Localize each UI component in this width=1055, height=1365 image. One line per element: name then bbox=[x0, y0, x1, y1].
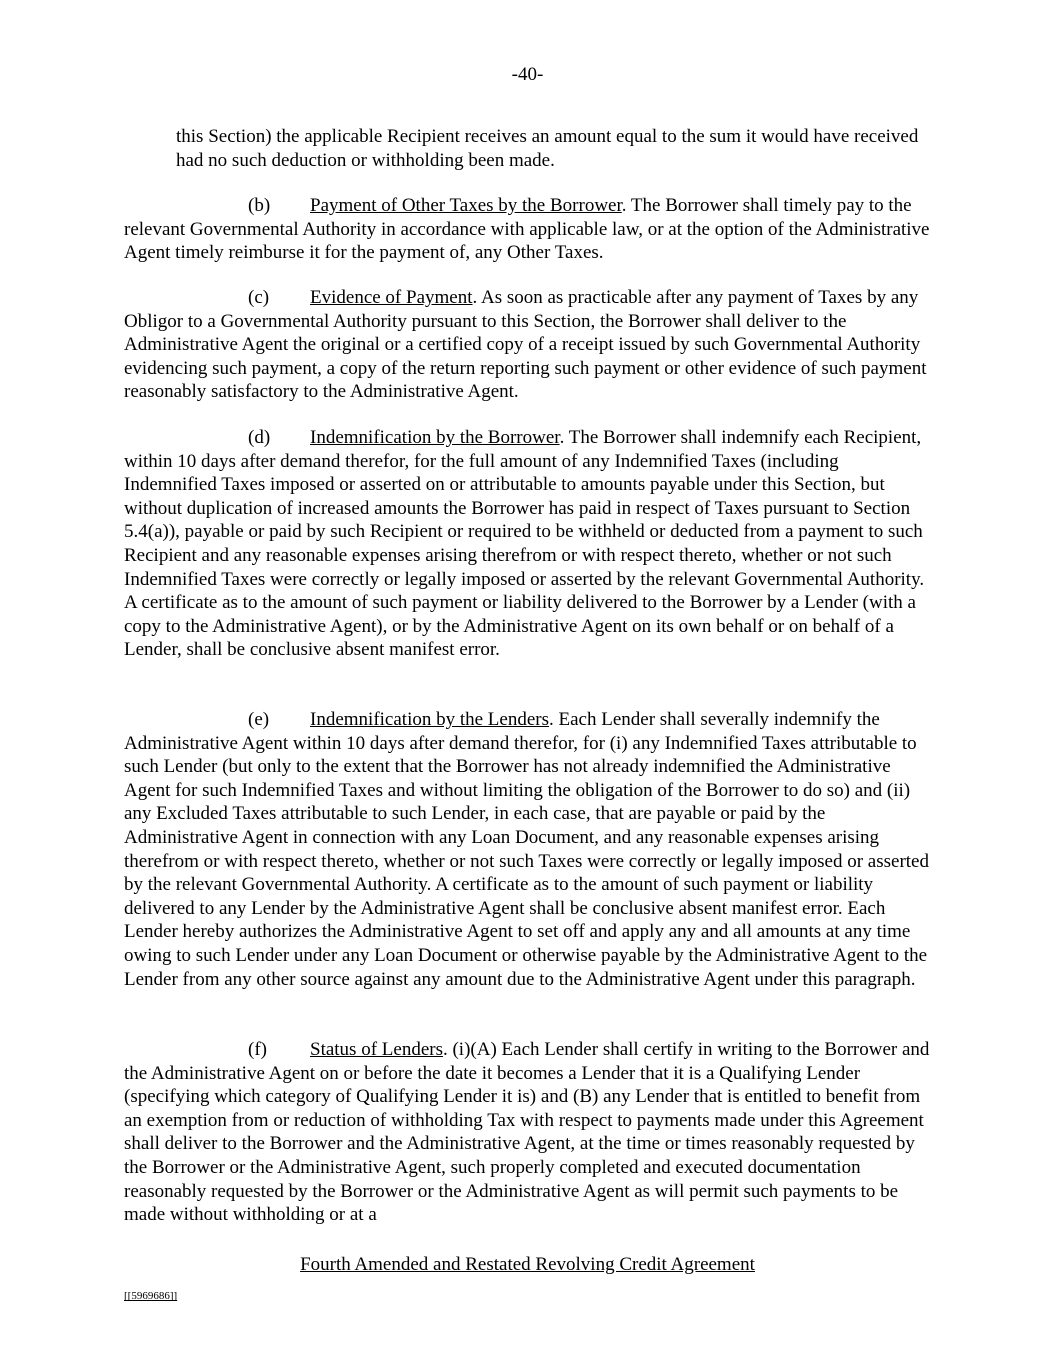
page-number: -40- bbox=[511, 64, 544, 85]
paragraph-heading: Evidence of Payment bbox=[310, 287, 473, 308]
paragraph-number: (b) bbox=[248, 195, 271, 216]
paragraph-e bbox=[124, 708, 936, 991]
paragraph-body: . The Borrower shall timely pay to the relevant Governmental Authority in accordance with applicable law, or at the option of the Administrative Agent timely reimburse it for the payment of, any Other Taxes. bbox=[124, 195, 930, 264]
paragraph-number: (e) bbox=[248, 709, 270, 730]
paragraph-body: . (i)(A) Each Lender shall certify in writing to the Borrower and the Administrative Agent on or before the date it becomes a Lender that it is a Qualifying Lender (specifying which category of Qualifying Lender it is) and (B) any Lender that is entitled to benefit from an exemption from or reduction of withholding Tax with respect to payments made under this Agreement shall deliver to the Borrower and the Administrative Agent, at the time or times reasonably requested by the Borrower or the Administrative Agent, such properly completed and executed documentation reasonably requested by the Borrower or the Administrative Agent as will permit such payments to be made without withholding or at a bbox=[124, 1039, 930, 1226]
paragraph-f bbox=[124, 1038, 936, 1227]
document-id: [[5969686]] bbox=[124, 1290, 178, 1302]
paragraph-body: . As soon as practicable after any payment of Taxes by any Obligor to a Governmental Authority pursuant to this Section, the Borrower shall deliver to the Administrative Agent the original or a certified copy of a receipt issued by such Governmental Authority evidencing such payment, a copy of the return reporting such payment or other evidence of such payment reasonably satisfactory to the Administrative Agent. bbox=[124, 287, 927, 403]
paragraph-heading: Indemnification by the Lenders bbox=[310, 709, 550, 730]
paragraph-number: (d) bbox=[248, 427, 271, 448]
paragraph-body: . Each Lender shall severally indemnify the Administrative Agent within 10 days after demand therefor, for (i) any Indemnified Taxes attributable to such Lender (but only to the extent that the Borrower has not already indemnified the Administrative Agent for such Indemnified Taxes and without limiting the obligation of the Borrower to do so) and (ii) any Excluded Taxes attributable to such Lender, in each case, that are payable or paid by the Administrative Agent in connection with any Loan Document, and any reasonable expenses arising therefrom or with respect thereto, whether or not such Taxes were correctly or legally imposed or asserted by the relevant Governmental Authority. A certificate as to the amount of such payment or liability delivered to any Lender by the Administrative Agent shall be conclusive absent manifest error. Each Lender hereby authorizes the Administrative Agent to set off and apply any and all amounts at any time owing to such Lender under any Loan Document or otherwise payable by the Administrative Agent to the Lender from any other source against any amount due to the Administrative Agent under this paragraph. bbox=[124, 709, 929, 990]
paragraph-body: . The Borrower shall indemnify each Recipient, within 10 days after demand therefor, for the full amount of any Indemnified Taxes (including Indemnified Taxes imposed or asserted on or attributable to amounts payable under this Section, but without duplication of increased amounts the Borrower has paid in respect of Taxes pursuant to Section 5.4(a)), payable or paid by such Recipient or required to be withheld or deducted from a payment to such Recipient and any reasonable expenses arising therefrom or with respect thereto, whether or not such Indemnified Taxes were correctly or legally imposed or asserted by the relevant Governmental Authority. A certificate as to the amount of such payment or liability delivered to the Borrower by a Lender (with a copy to the Administrative Agent), or by the Administrative Agent on its own behalf or on behalf of a Lender, shall be conclusive absent manifest error. bbox=[124, 427, 925, 661]
paragraph-b bbox=[124, 194, 936, 265]
paragraph-heading: Indemnification by the Borrower bbox=[310, 427, 560, 448]
paragraph-d bbox=[124, 426, 936, 662]
paragraph-heading: Payment of Other Taxes by the Borrower bbox=[310, 195, 622, 216]
paragraph-c bbox=[124, 286, 936, 404]
continuation-paragraph: this Section) the applicable Recipient receives an amount equal to the sum it would have received had no such deduction or withholding been made. bbox=[176, 126, 919, 171]
footer-title: Fourth Amended and Restated Revolving Credit Agreement bbox=[300, 1254, 755, 1275]
paragraph-heading: Status of Lenders bbox=[310, 1039, 443, 1060]
paragraph-number: (f) bbox=[248, 1039, 267, 1060]
paragraph-number: (c) bbox=[248, 287, 270, 308]
